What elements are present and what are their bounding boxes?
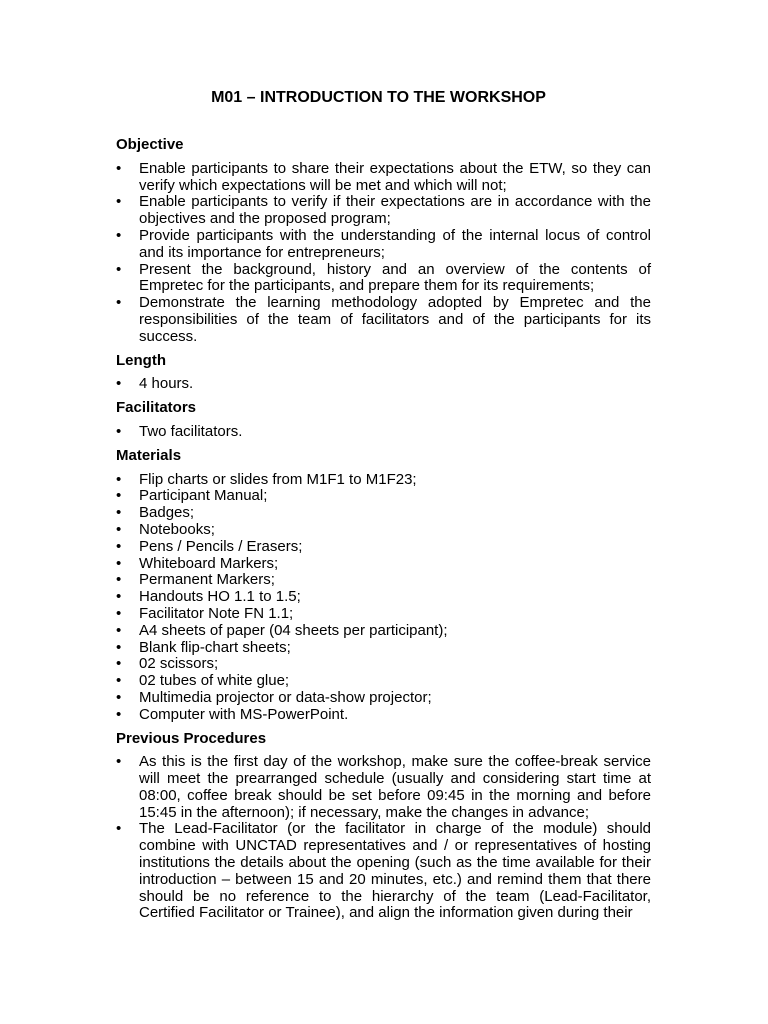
section-heading-objective: Objective [116, 136, 184, 153]
list-item: • Multimedia projector or data-show projector; [116, 688, 432, 706]
list-item: • 02 tubes of white glue; [116, 672, 290, 690]
bullet-icon: • [116, 571, 122, 589]
bullet-icon: • [116, 193, 122, 211]
bullet-icon: • [116, 260, 122, 278]
list-item: • Provide participants with the understanding of the internal locus of control and its importance for entrepreneurs; [116, 226, 651, 261]
bullet-icon: • [116, 672, 122, 690]
list-item: • Blank flip-chart sheets; [116, 638, 291, 656]
bullet-icon: • [116, 820, 122, 838]
bullet-icon: • [116, 705, 122, 723]
list-item: • The Lead-Facilitator (or the facilitator in charge of the module) should combine with UNCTAD representatives and / or representatives of hosting institutions the details about the opening (such as the time available for their introduction – between 15 and 20 minutes, etc.) and remind them that there should be no reference to the hierarchy of the team (Lead-Facilitator, Certified Facilitator or Trainee), and align the information given during their [116, 820, 651, 922]
section-heading-facilitators: Facilitators [116, 399, 197, 417]
list-item: • Participant Manual; [116, 487, 268, 505]
list-item: • Whiteboard Markers; [116, 554, 279, 572]
bullet-icon: • [116, 375, 122, 393]
bullet-icon: • [116, 520, 122, 538]
list-item: • Two facilitators. [116, 422, 243, 440]
document-page [116, 88, 651, 922]
section-heading-materials: Materials [116, 446, 182, 464]
list-item: • Facilitator Note FN 1.1; [116, 604, 294, 622]
section-previous-procedures [116, 731, 651, 923]
bullet-icon: • [116, 554, 122, 572]
bullet-icon: • [116, 537, 122, 555]
facilitators-list [116, 424, 651, 441]
bullet-icon: • [116, 688, 122, 706]
list-item: • Flip charts or slides from M1F1 to M1F23; [116, 470, 417, 488]
list-item: • Pens / Pencils / Erasers; [116, 537, 303, 555]
bullet-icon: • [116, 294, 122, 312]
bullet-icon: • [116, 604, 122, 622]
bullet-icon: • [116, 655, 122, 673]
bullet-icon: • [116, 226, 122, 244]
section-length [116, 353, 651, 394]
section-objective [116, 137, 651, 346]
section-facilitators [116, 400, 651, 441]
bullet-icon: • [116, 753, 122, 771]
length-list [116, 376, 651, 393]
bullet-icon: • [116, 504, 122, 522]
list-item: • Present the background, history and an overview of the contents of Empretec for the participants, and prepare them for its requirements; [116, 260, 651, 295]
list-item: • Enable participants to verify if their expectations are in accordance with the objectives and the proposed program; [116, 193, 651, 228]
list-item: • 02 scissors; [116, 655, 219, 673]
objective-list [116, 161, 651, 346]
bullet-icon: • [116, 470, 122, 488]
document-title: M01 – INTRODUCTION TO THE WORKSHOP [211, 89, 546, 106]
bullet-icon: • [116, 159, 122, 177]
section-heading-previous-procedures: Previous Procedures [116, 729, 267, 747]
list-item: • Computer with MS-PowerPoint. [116, 705, 349, 723]
section-materials [116, 448, 651, 724]
list-item: • Notebooks; [116, 520, 215, 538]
bullet-icon: • [116, 422, 122, 440]
list-item: • Demonstrate the learning methodology adopted by Empretec and the responsibilities of the team of facilitators and of the participants for its success. [116, 294, 651, 345]
previous-procedures-list [116, 754, 651, 922]
list-item: • Handouts HO 1.1 to 1.5; [116, 588, 301, 606]
list-item: • As this is the first day of the workshop, make sure the coffee-break service will meet the prearranged schedule (usually and considering start time at 08:00, coffee break should be set before 09:45 in the morning and before 15:45 in the afternoon); if necessary, make the changes in advance; [116, 753, 651, 821]
section-heading-length: Length [116, 351, 166, 369]
list-item: • Permanent Markers; [116, 571, 275, 589]
bullet-icon: • [116, 638, 122, 656]
list-item: • Badges; [116, 504, 195, 522]
bullet-icon: • [116, 621, 122, 639]
materials-list [116, 472, 651, 724]
bullet-icon: • [116, 487, 122, 505]
list-item: • Enable participants to share their expectations about the ETW, so they can verify which expectations will be met and which will not; [116, 159, 651, 194]
bullet-icon: • [116, 588, 122, 606]
list-item: • 4 hours. [116, 375, 194, 393]
list-item: • A4 sheets of paper (04 sheets per participant); [116, 621, 448, 639]
